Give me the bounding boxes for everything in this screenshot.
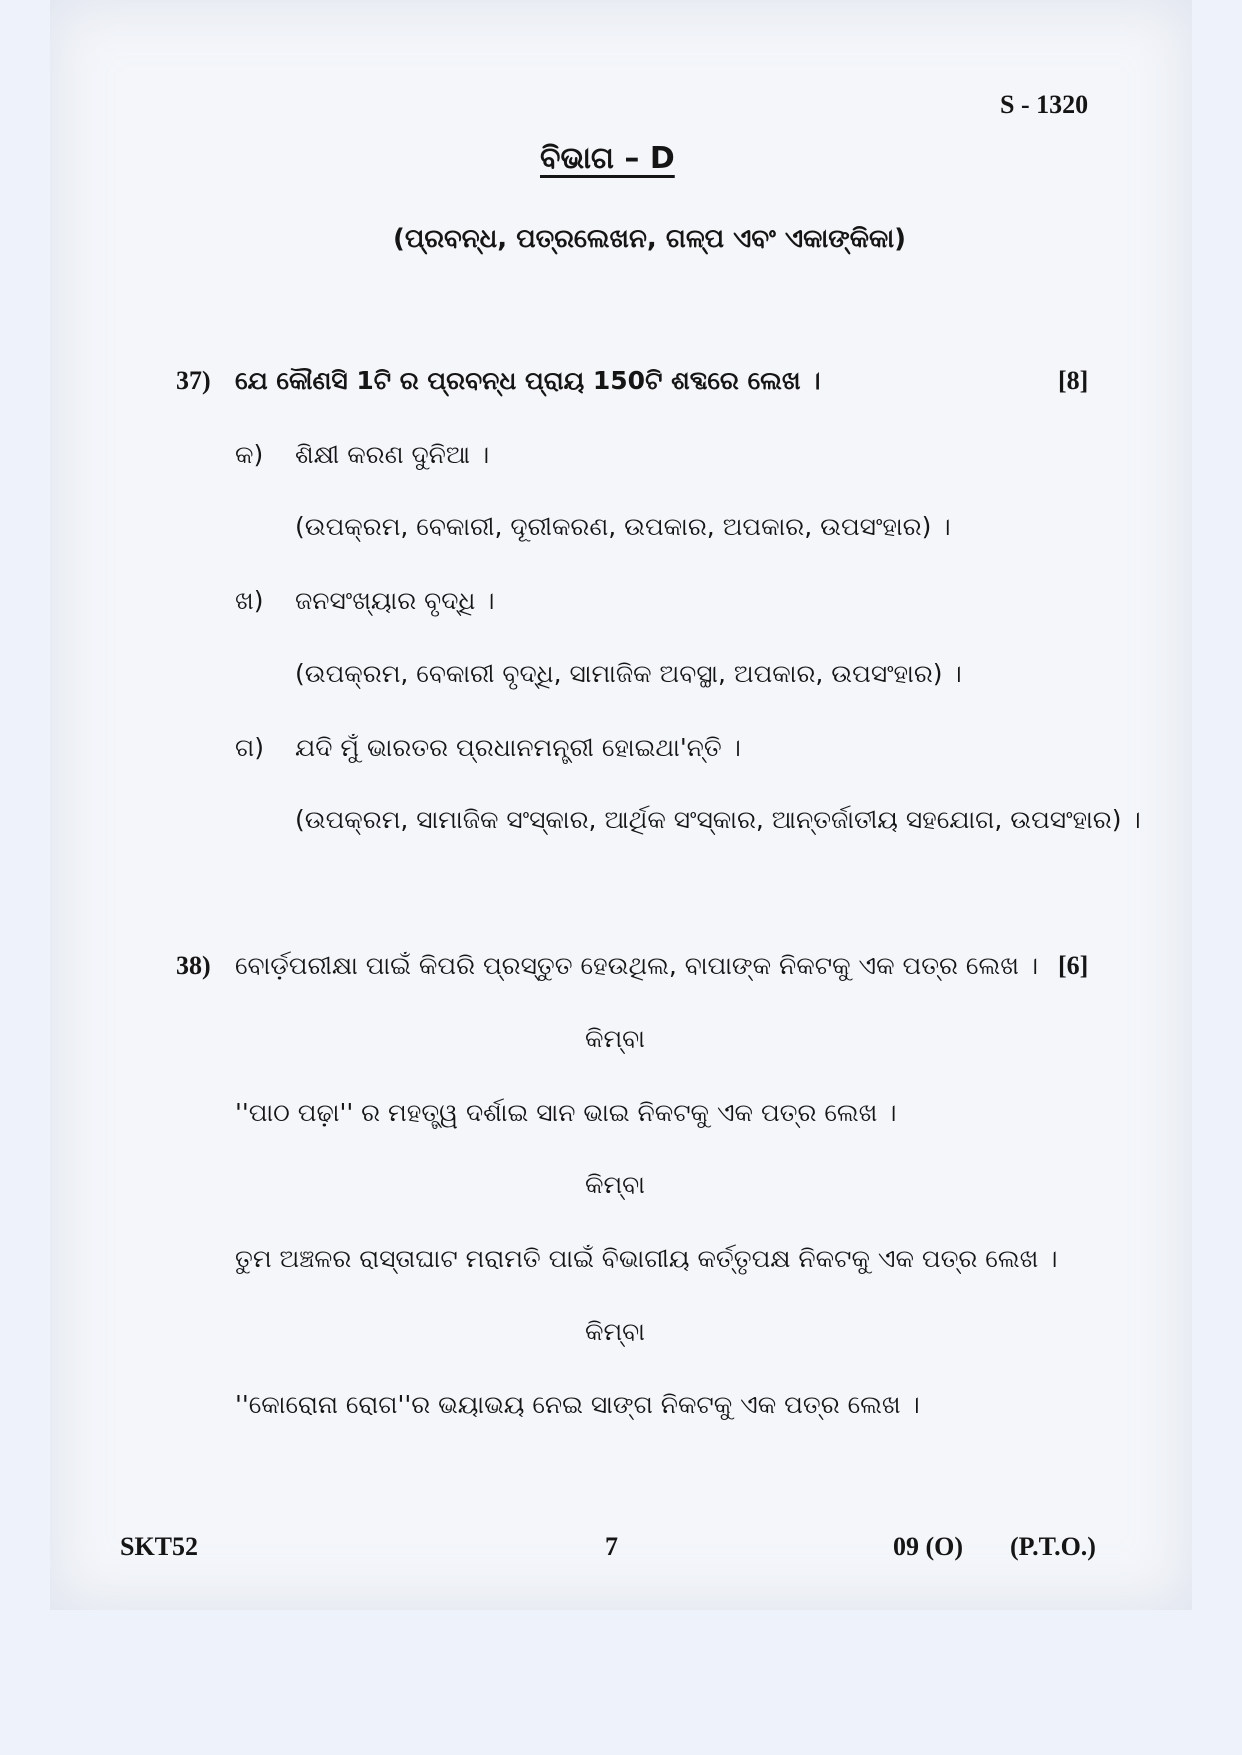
q38-alternative: ''କୋରୋନା ରୋଗ''ର ଭୟାଭୟ ନେଇ ସାଙ୍ଗ ନିକଟକୁ ଏକ ପତ୍ର ଲେଖ । <box>235 1390 920 1419</box>
q37-marks: [8] <box>1058 366 1089 395</box>
q38-text: ବୋର୍ଡ଼ପରୀକ୍ଷା ପାଇଁ କିପରି ପ୍ରସ୍ତୁତ ହେଉଥିଲ, ବାପାଙ୍କ ନିକଟକୁ ଏକ ପତ୍ର ଲେଖ । <box>235 951 1039 980</box>
paper-code: S - 1320 <box>1000 90 1089 119</box>
q37-number: 37) <box>176 366 211 395</box>
footer-code-left: SKT52 <box>120 1532 199 1561</box>
or-separator: କିମ୍ବା <box>585 1024 645 1053</box>
q37-option-label: ଖ) <box>235 586 264 615</box>
q38-alternative: ''ପାଠ ପଢ଼ା'' ର ମହତ୍ତ୍ୱ ଦର୍ଶାଇ ସାନ ଭାଇ ନିକଟକୁ ଏକ ପତ୍ର ଲେଖ । <box>235 1098 897 1127</box>
q38-alternative: ତୁମ ଅଞ୍ଚଳର ରାସ୍ତାଘାଟ ମରାମତି ପାଇଁ ବିଭାଗୀୟ କର୍ତ୍ତୃପକ୍ଷ ନିକଟକୁ ଏକ ପତ୍ର ଲେଖ । <box>235 1244 1058 1273</box>
q37-option-hint: (ଉପକ୍ରମ, ବେକାରୀ ବୃଦ୍ଧି, ସାମାଜିକ ଅବସ୍ଥା, ଅପକାର, ଉପସଂହାର) । <box>295 659 962 688</box>
footer-pto: (P.T.O.) <box>1010 1532 1096 1561</box>
q38-marks: [6] <box>1058 951 1089 980</box>
q37-option-hint: (ଉପକ୍ରମ, ସାମାଜିକ ସଂସ୍କାର, ଆର୍ଥିକ ସଂସ୍କାର, ଆନ୍ତର୍ଜାତୀୟ ସହଯୋଗ, ଉପସଂହାର) । <box>295 805 1141 834</box>
q38-number: 38) <box>176 951 211 980</box>
footer-code-right: 09 (O) <box>893 1532 964 1561</box>
q37-option-label: କ) <box>235 440 264 469</box>
q37-option-topic: ଯଦି ମୁଁ ଭାରତର ପ୍ରଧାନମନ୍ତ୍ରୀ ହୋଇଥା'ନ୍ତି । <box>295 733 741 762</box>
or-separator: କିମ୍ବା <box>585 1170 645 1199</box>
q37-text: ଯେ କୌଣସି 1ଟି ର ପ୍ରବନ୍ଧ ପ୍ରାୟ 150ଟି ଶବ୍ଦରେ ଲେଖ । <box>235 366 821 395</box>
section-title: ବିଭାଗ – D <box>540 141 675 176</box>
q37-option-topic: ଜନସଂଖ୍ୟାର ବୃଦ୍ଧି । <box>295 586 495 615</box>
q37-option-hint: (ଉପକ୍ରମ, ବେକାରୀ, ଦୂରୀକରଣ, ଉପକାର, ଅପକାର, ଉପସଂହାର) । <box>295 512 951 541</box>
q37-option-label: ଗ) <box>235 733 264 762</box>
footer-page-number: 7 <box>605 1532 618 1561</box>
section-subtitle: (ପ୍ରବନ୍ଧ, ପତ୍ରଲେଖନ, ଗଳ୍ପ ଏବଂ ଏକାଙ୍କିକା) <box>393 224 907 254</box>
q37-option-topic: ଶିକ୍ଷୀ କରଣ ଦୁନିଆ । <box>295 440 490 469</box>
or-separator: କିମ୍ବା <box>585 1317 645 1346</box>
